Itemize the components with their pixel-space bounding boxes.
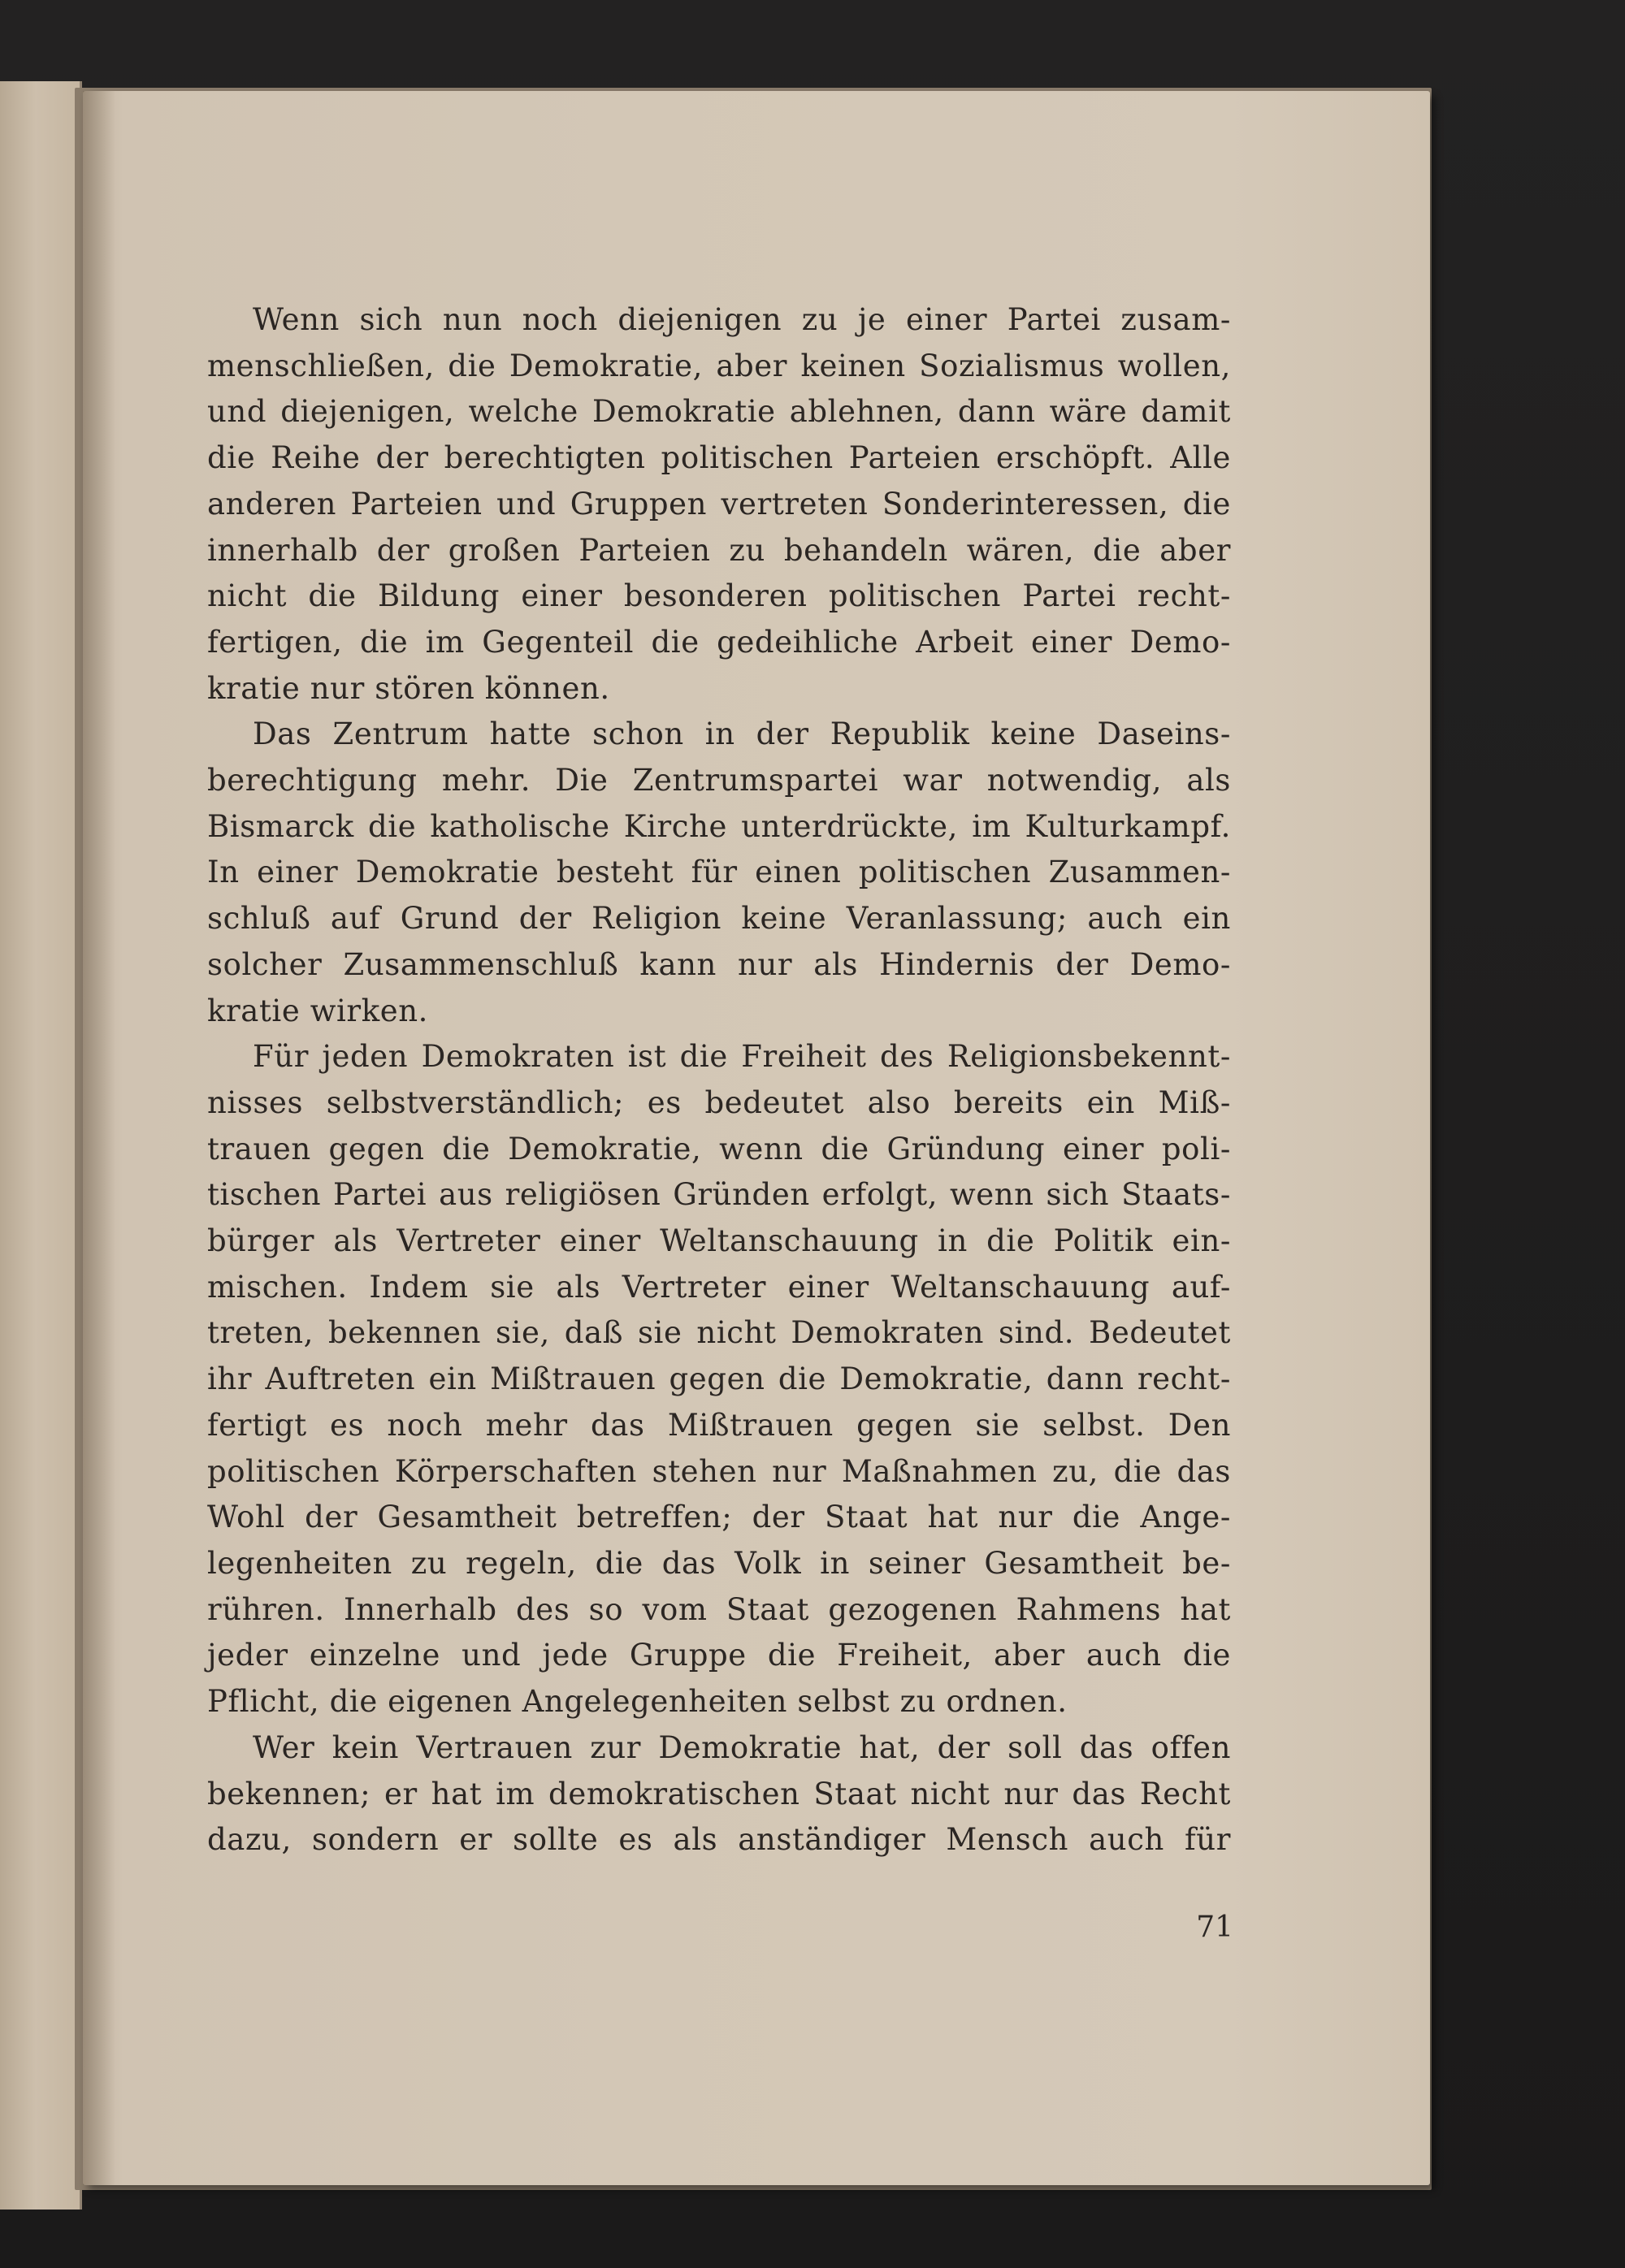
- text-line: bekennen; er hat im demokratischen Staat nicht nur das Recht: [207, 1776, 1231, 1811]
- text-line: Wohl der Gesamtheit betreffen; der Staat hat nur die Ange-: [207, 1500, 1231, 1535]
- text-line: berechtigung mehr. Die Zentrumspartei war notwendig, als: [207, 763, 1231, 799]
- text-line: anderen Parteien und Gruppen vertreten Sonderinteressen, die: [207, 486, 1231, 522]
- left-page-edge: [0, 81, 82, 2210]
- text-line: nicht die Bildung einer besonderen politischen Partei recht-: [207, 578, 1231, 614]
- text-line: jeder einzelne und jede Gruppe die Freiheit, aber auch die: [207, 1638, 1231, 1673]
- text-line: Für jeden Demokraten ist die Freiheit des Religionsbekennt-: [253, 1039, 1231, 1075]
- text-line: fertigen, die im Gegenteil die gedeihliche Arbeit einer Demo-: [207, 624, 1231, 660]
- text-line: In einer Demokratie besteht für einen politischen Zusammen-: [207, 855, 1231, 890]
- text-line: schluß auf Grund der Religion keine Veranlassung; auch ein: [207, 901, 1231, 937]
- text-line: tischen Partei aus religiösen Gründen erfolgt, wenn sich Staats-: [207, 1177, 1231, 1213]
- text-line: treten, bekennen sie, daß sie nicht Demokraten sind. Bedeutet: [207, 1315, 1231, 1351]
- text-line: legenheiten zu regeln, die das Volk in seiner Gesamtheit be-: [207, 1545, 1231, 1581]
- paragraph: [207, 1725, 1231, 1863]
- text-line: innerhalb der großen Parteien zu behandeln wären, die aber: [207, 532, 1231, 568]
- text-line: Das Zentrum hatte schon in der Republik keine Daseins-: [253, 716, 1231, 752]
- text-line: Pflicht, die eigenen Angelegenheiten selbst zu ordnen.: [207, 1684, 1068, 1720]
- text-line: rühren. Innerhalb des so vom Staat gezogenen Rahmens hat: [207, 1591, 1231, 1627]
- text-line: Wer kein Vertrauen zur Demokratie hat, der soll das offen: [253, 1729, 1231, 1765]
- text-line: bürger als Vertreter einer Weltanschauung in die Politik ein-: [207, 1223, 1231, 1259]
- text-line: kratie nur stören können.: [207, 670, 610, 706]
- text-line: politischen Körperschaften stehen nur Maßnahmen zu, die das: [207, 1453, 1231, 1489]
- text-line: solcher Zusammenschluß kann nur als Hindernis der Demo-: [207, 946, 1231, 982]
- text-line: und diejenigen, welche Demokratie ablehnen, dann wäre damit: [207, 394, 1231, 430]
- text-line: Wenn sich nun noch diejenigen zu je einer Partei zusam-: [253, 302, 1231, 337]
- text-line: Bismarck die katholische Kirche unterdrückte, im Kulturkampf.: [207, 808, 1231, 844]
- page-number: 71: [1196, 1911, 1233, 1944]
- text-line: mischen. Indem sie als Vertreter einer Weltanschauung auf-: [207, 1269, 1231, 1305]
- text-line: dazu, sondern er sollte es als anständiger Mensch auch für: [207, 1822, 1231, 1858]
- text-line: menschließen, die Demokratie, aber keinen Sozialismus wollen,: [207, 348, 1231, 383]
- text-line: kratie wirken.: [207, 993, 429, 1028]
- paragraph: [207, 1034, 1231, 1725]
- text-line: fertigt es noch mehr das Mißtrauen gegen sie selbst. Den: [207, 1407, 1231, 1443]
- text-line: die Reihe der berechtigten politischen Parteien erschöpft. Alle: [207, 440, 1231, 476]
- text-line: nisses selbstverständlich; es bedeutet also bereits ein Miß-: [207, 1084, 1231, 1120]
- text-line: trauen gegen die Demokratie, wenn die Gründung einer poli-: [207, 1131, 1231, 1166]
- page-gutter-shadow: [83, 91, 115, 2185]
- text-line: ihr Auftreten ein Mißtrauen gegen die Demokratie, dann recht-: [207, 1361, 1231, 1397]
- paragraph: [207, 712, 1231, 1034]
- body-text: [207, 297, 1231, 1863]
- paragraph: [207, 297, 1231, 712]
